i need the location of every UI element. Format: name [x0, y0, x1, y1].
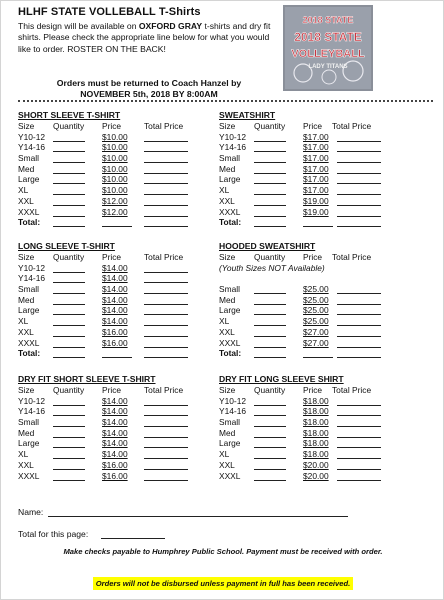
size-row	[219, 406, 419, 417]
price-value: $18.00	[303, 438, 329, 449]
youth-note	[219, 263, 419, 274]
size-row	[18, 185, 208, 196]
section-title: DRY FIT LONG SLEEVE SHIRT	[219, 374, 344, 384]
price-value: $17.00	[303, 153, 329, 164]
size-label: XL	[18, 316, 29, 327]
size-label: Large	[18, 305, 40, 316]
size-label: Med	[219, 294, 236, 305]
total-row	[219, 217, 419, 228]
grand-total-blank[interactable]	[337, 226, 381, 227]
intro-paragraph	[18, 21, 280, 55]
price-value: $14.00	[102, 316, 128, 327]
col-size: Size	[18, 385, 35, 395]
col-size: Size	[219, 252, 236, 262]
price-value: $27.00	[303, 326, 329, 337]
total-label: Total:	[219, 217, 242, 228]
size-row	[219, 417, 419, 428]
col-price: Price	[303, 385, 323, 395]
price-value: $18.00	[303, 417, 329, 428]
form-title: HLHF STATE VOLLEBALL T-Shirts	[18, 6, 201, 18]
quantity-blank[interactable]	[53, 480, 85, 481]
price-value: $17.00	[303, 185, 329, 196]
price-value: $20.00	[303, 470, 329, 481]
price-value: $17.00	[303, 131, 329, 142]
col-quantity: Quantity	[254, 252, 286, 262]
size-label: Large	[18, 174, 40, 185]
size-row	[219, 471, 419, 482]
price-value: $16.00	[102, 459, 128, 470]
col-price: Price	[303, 252, 323, 262]
youth-note-text: (Youth Sizes NOT Available)	[219, 262, 325, 273]
size-row	[219, 396, 419, 407]
size-row	[18, 273, 208, 284]
total-blank[interactable]	[144, 480, 188, 481]
total-label: Total:	[18, 348, 41, 359]
price-value: $10.00	[102, 174, 128, 185]
grand-total-blank[interactable]	[337, 357, 381, 358]
size-label: Small	[219, 284, 240, 295]
size-row	[18, 417, 208, 428]
return-line-2: NOVEMBER 5th, 2018 BY 8:00AM	[80, 89, 218, 100]
grand-total-blank[interactable]	[144, 357, 188, 358]
size-label: XXXL	[18, 206, 40, 217]
size-row	[219, 284, 419, 295]
price-value: $17.00	[303, 174, 329, 185]
return-deadline	[18, 78, 280, 100]
size-label: XL	[18, 185, 29, 196]
col-total-price: Total Price	[144, 121, 184, 131]
size-label: Large	[219, 305, 241, 316]
total-quantity-blank[interactable]	[53, 226, 85, 227]
size-row	[18, 471, 208, 482]
size-label: Y14-16	[18, 406, 46, 417]
col-price: Price	[102, 385, 122, 395]
svg-text:2018 STATE: 2018 STATE	[294, 30, 362, 44]
section-dry-fit-short-sleeve	[18, 374, 208, 481]
price-value: $12.00	[102, 195, 128, 206]
price-value: $18.00	[303, 406, 329, 417]
size-row	[219, 327, 419, 338]
column-headers	[18, 252, 208, 263]
col-quantity: Quantity	[254, 385, 286, 395]
total-row	[18, 217, 208, 228]
payment-warning-text: Orders will not be disbursed unless payment in full has been received.	[93, 577, 353, 590]
size-row	[219, 295, 419, 306]
price-value: $14.00	[102, 294, 128, 305]
size-row	[18, 438, 208, 449]
size-row	[219, 132, 419, 143]
size-row	[18, 174, 208, 185]
total-blank[interactable]	[337, 480, 381, 481]
size-label: XXXL	[18, 337, 40, 348]
size-label: Small	[18, 284, 39, 295]
price-value: $14.00	[102, 427, 128, 438]
col-price: Price	[303, 121, 323, 131]
dotted-divider	[18, 100, 433, 102]
size-label: XL	[219, 185, 230, 196]
size-row	[219, 153, 419, 164]
size-label: Y10-12	[18, 262, 46, 273]
size-label: Med	[219, 427, 236, 438]
shirt-color: OXFORD GRAY	[138, 21, 203, 31]
size-label: Y14-16	[18, 273, 46, 284]
size-row	[18, 316, 208, 327]
size-row	[18, 327, 208, 338]
size-row	[18, 396, 208, 407]
size-row	[18, 164, 208, 175]
total-page-label: Total for this page:	[18, 529, 89, 539]
price-value: $25.00	[303, 305, 329, 316]
col-total-price: Total Price	[144, 385, 184, 395]
col-quantity: Quantity	[53, 252, 85, 262]
price-value: $14.00	[102, 284, 128, 295]
size-row	[219, 164, 419, 175]
size-label: Med	[18, 294, 35, 305]
size-label: XXL	[219, 326, 235, 337]
price-value: $18.00	[303, 449, 329, 460]
size-label: XL	[219, 316, 230, 327]
size-label: XXXL	[219, 206, 241, 217]
price-value: $14.00	[102, 417, 128, 428]
size-label: Y10-12	[18, 395, 46, 406]
size-row	[18, 153, 208, 164]
size-label: XXXL	[219, 337, 241, 348]
size-label: XXL	[18, 326, 34, 337]
column-headers	[219, 385, 419, 396]
size-row	[219, 316, 419, 327]
col-size: Size	[18, 252, 35, 262]
size-row	[18, 406, 208, 417]
svg-text:VOLLEYBALL: VOLLEYBALL	[291, 48, 365, 60]
section-title: SWEATSHIRT	[219, 110, 276, 120]
price-value: $14.00	[102, 262, 128, 273]
size-row	[219, 438, 419, 449]
name-label: Name:	[18, 507, 44, 517]
total-row	[18, 348, 208, 359]
total-label: Total:	[219, 348, 242, 359]
size-row	[219, 338, 419, 349]
size-row	[219, 185, 419, 196]
column-headers	[18, 121, 208, 132]
section-title: LONG SLEEVE T-SHIRT	[18, 241, 115, 251]
price-value: $27.00	[303, 337, 329, 348]
size-label: Med	[18, 163, 35, 174]
price-value: $19.00	[303, 195, 329, 206]
total-quantity-blank[interactable]	[254, 226, 286, 227]
size-row	[18, 142, 208, 153]
price-value: $14.00	[102, 438, 128, 449]
total-price-blank[interactable]	[303, 226, 333, 227]
col-price: Price	[102, 121, 122, 131]
size-row	[18, 428, 208, 439]
price-value: $10.00	[102, 185, 128, 196]
size-label: Y10-12	[219, 395, 247, 406]
price-value: $18.00	[303, 427, 329, 438]
size-label: Large	[219, 174, 241, 185]
checks-payable-note: Make checks payable to Humphrey Public School. Payment must be received with order.	[63, 547, 383, 556]
size-label: XL	[219, 449, 230, 460]
size-label: XXL	[18, 195, 34, 206]
size-row	[18, 295, 208, 306]
col-total-price: Total Price	[332, 121, 372, 131]
price-value: $10.00	[102, 131, 128, 142]
payment-warning	[1, 573, 444, 591]
size-label: Small	[18, 153, 39, 164]
section-sweatshirt	[219, 110, 419, 228]
col-quantity: Quantity	[53, 385, 85, 395]
price-value: $14.00	[102, 449, 128, 460]
price-value: $16.00	[102, 337, 128, 348]
price-value: $18.00	[303, 395, 329, 406]
size-row	[219, 449, 419, 460]
section-dry-fit-long-sleeve	[219, 374, 419, 481]
total-quantity-blank[interactable]	[53, 357, 85, 358]
price-value: $14.00	[102, 395, 128, 406]
size-label: XL	[18, 449, 29, 460]
col-total-price: Total Price	[144, 252, 184, 262]
price-value: $14.00	[102, 305, 128, 316]
size-row	[18, 207, 208, 218]
price-value: $25.00	[303, 316, 329, 327]
size-row	[219, 428, 419, 439]
total-price-blank[interactable]	[102, 226, 132, 227]
size-row	[219, 196, 419, 207]
size-label: Y10-12	[219, 131, 247, 142]
price-value: $17.00	[303, 142, 329, 153]
price-value: $19.00	[303, 206, 329, 217]
size-label: XXL	[219, 459, 235, 470]
size-row	[18, 305, 208, 316]
size-row	[219, 460, 419, 471]
col-size: Size	[18, 121, 35, 131]
size-label: Small	[219, 153, 240, 164]
size-row	[219, 174, 419, 185]
size-row	[219, 207, 419, 218]
size-label: Y10-12	[18, 131, 46, 142]
section-title: HOODED SWEATSHIRT	[219, 241, 316, 251]
price-value: $16.00	[102, 470, 128, 481]
name-field[interactable]	[48, 516, 348, 517]
size-label: XXL	[18, 459, 34, 470]
column-headers	[219, 252, 419, 263]
return-line-1: Orders must be returned to Coach Hanzel by	[56, 78, 242, 88]
grand-total-blank[interactable]	[144, 226, 188, 227]
section-long-sleeve	[18, 241, 208, 359]
price-value: $14.00	[102, 273, 128, 284]
state-volleyball-logo	[283, 5, 373, 91]
price-value: $10.00	[102, 153, 128, 164]
svg-text:LADY TITANS: LADY TITANS	[308, 64, 348, 70]
size-label: XXXL	[219, 470, 241, 481]
price-value: $10.00	[102, 142, 128, 153]
total-page-field[interactable]	[101, 538, 165, 539]
svg-text:2018 STATE: 2018 STATE	[302, 15, 354, 25]
size-label: Large	[219, 438, 241, 449]
size-row	[18, 263, 208, 274]
total-row	[219, 348, 419, 359]
intro-text-end: t-shirts and dry fit shirts. Please check the appropriate line below for what you would like to order. ROSTER ON THE BACK!	[18, 21, 271, 54]
price-value: $10.00	[102, 163, 128, 174]
price-value: $25.00	[303, 294, 329, 305]
size-label: Small	[18, 417, 39, 428]
price-value: $14.00	[102, 406, 128, 417]
col-total-price: Total Price	[332, 252, 372, 262]
size-label: Large	[18, 438, 40, 449]
column-headers	[18, 385, 208, 396]
price-value: $20.00	[303, 459, 329, 470]
column-headers	[219, 121, 419, 132]
spacer-row	[219, 273, 419, 284]
size-label: Y14-16	[18, 142, 46, 153]
total-price-blank[interactable]	[303, 357, 333, 358]
size-row	[219, 142, 419, 153]
size-row	[18, 132, 208, 143]
section-title: DRY FIT SHORT SLEEVE T-SHIRT	[18, 374, 156, 384]
size-row	[18, 449, 208, 460]
size-row	[18, 338, 208, 349]
quantity-blank[interactable]	[254, 480, 286, 481]
size-row	[18, 284, 208, 295]
price-value: $17.00	[303, 163, 329, 174]
col-total-price: Total Price	[332, 385, 372, 395]
section-title: SHORT SLEEVE T-SHIRT	[18, 110, 121, 120]
size-label: XXL	[219, 195, 235, 206]
col-price: Price	[102, 252, 122, 262]
size-row	[18, 460, 208, 471]
size-label: XXXL	[18, 470, 40, 481]
total-label: Total:	[18, 217, 41, 228]
size-label: Y14-16	[219, 406, 247, 417]
col-size: Size	[219, 121, 236, 131]
size-label: Y14-16	[219, 142, 247, 153]
section-short-sleeve	[18, 110, 208, 228]
price-value: $16.00	[102, 326, 128, 337]
total-quantity-blank[interactable]	[254, 357, 286, 358]
section-hooded-sweatshirt	[219, 241, 419, 359]
size-label: Med	[219, 163, 236, 174]
size-row	[219, 305, 419, 316]
price-value: $25.00	[303, 284, 329, 295]
size-row	[18, 196, 208, 207]
col-quantity: Quantity	[53, 121, 85, 131]
total-price-blank[interactable]	[102, 357, 132, 358]
col-size: Size	[219, 385, 236, 395]
price-value: $12.00	[102, 206, 128, 217]
size-label: Small	[219, 417, 240, 428]
size-label: Med	[18, 427, 35, 438]
col-quantity: Quantity	[254, 121, 286, 131]
intro-text-start: This design will be available on	[18, 21, 139, 31]
